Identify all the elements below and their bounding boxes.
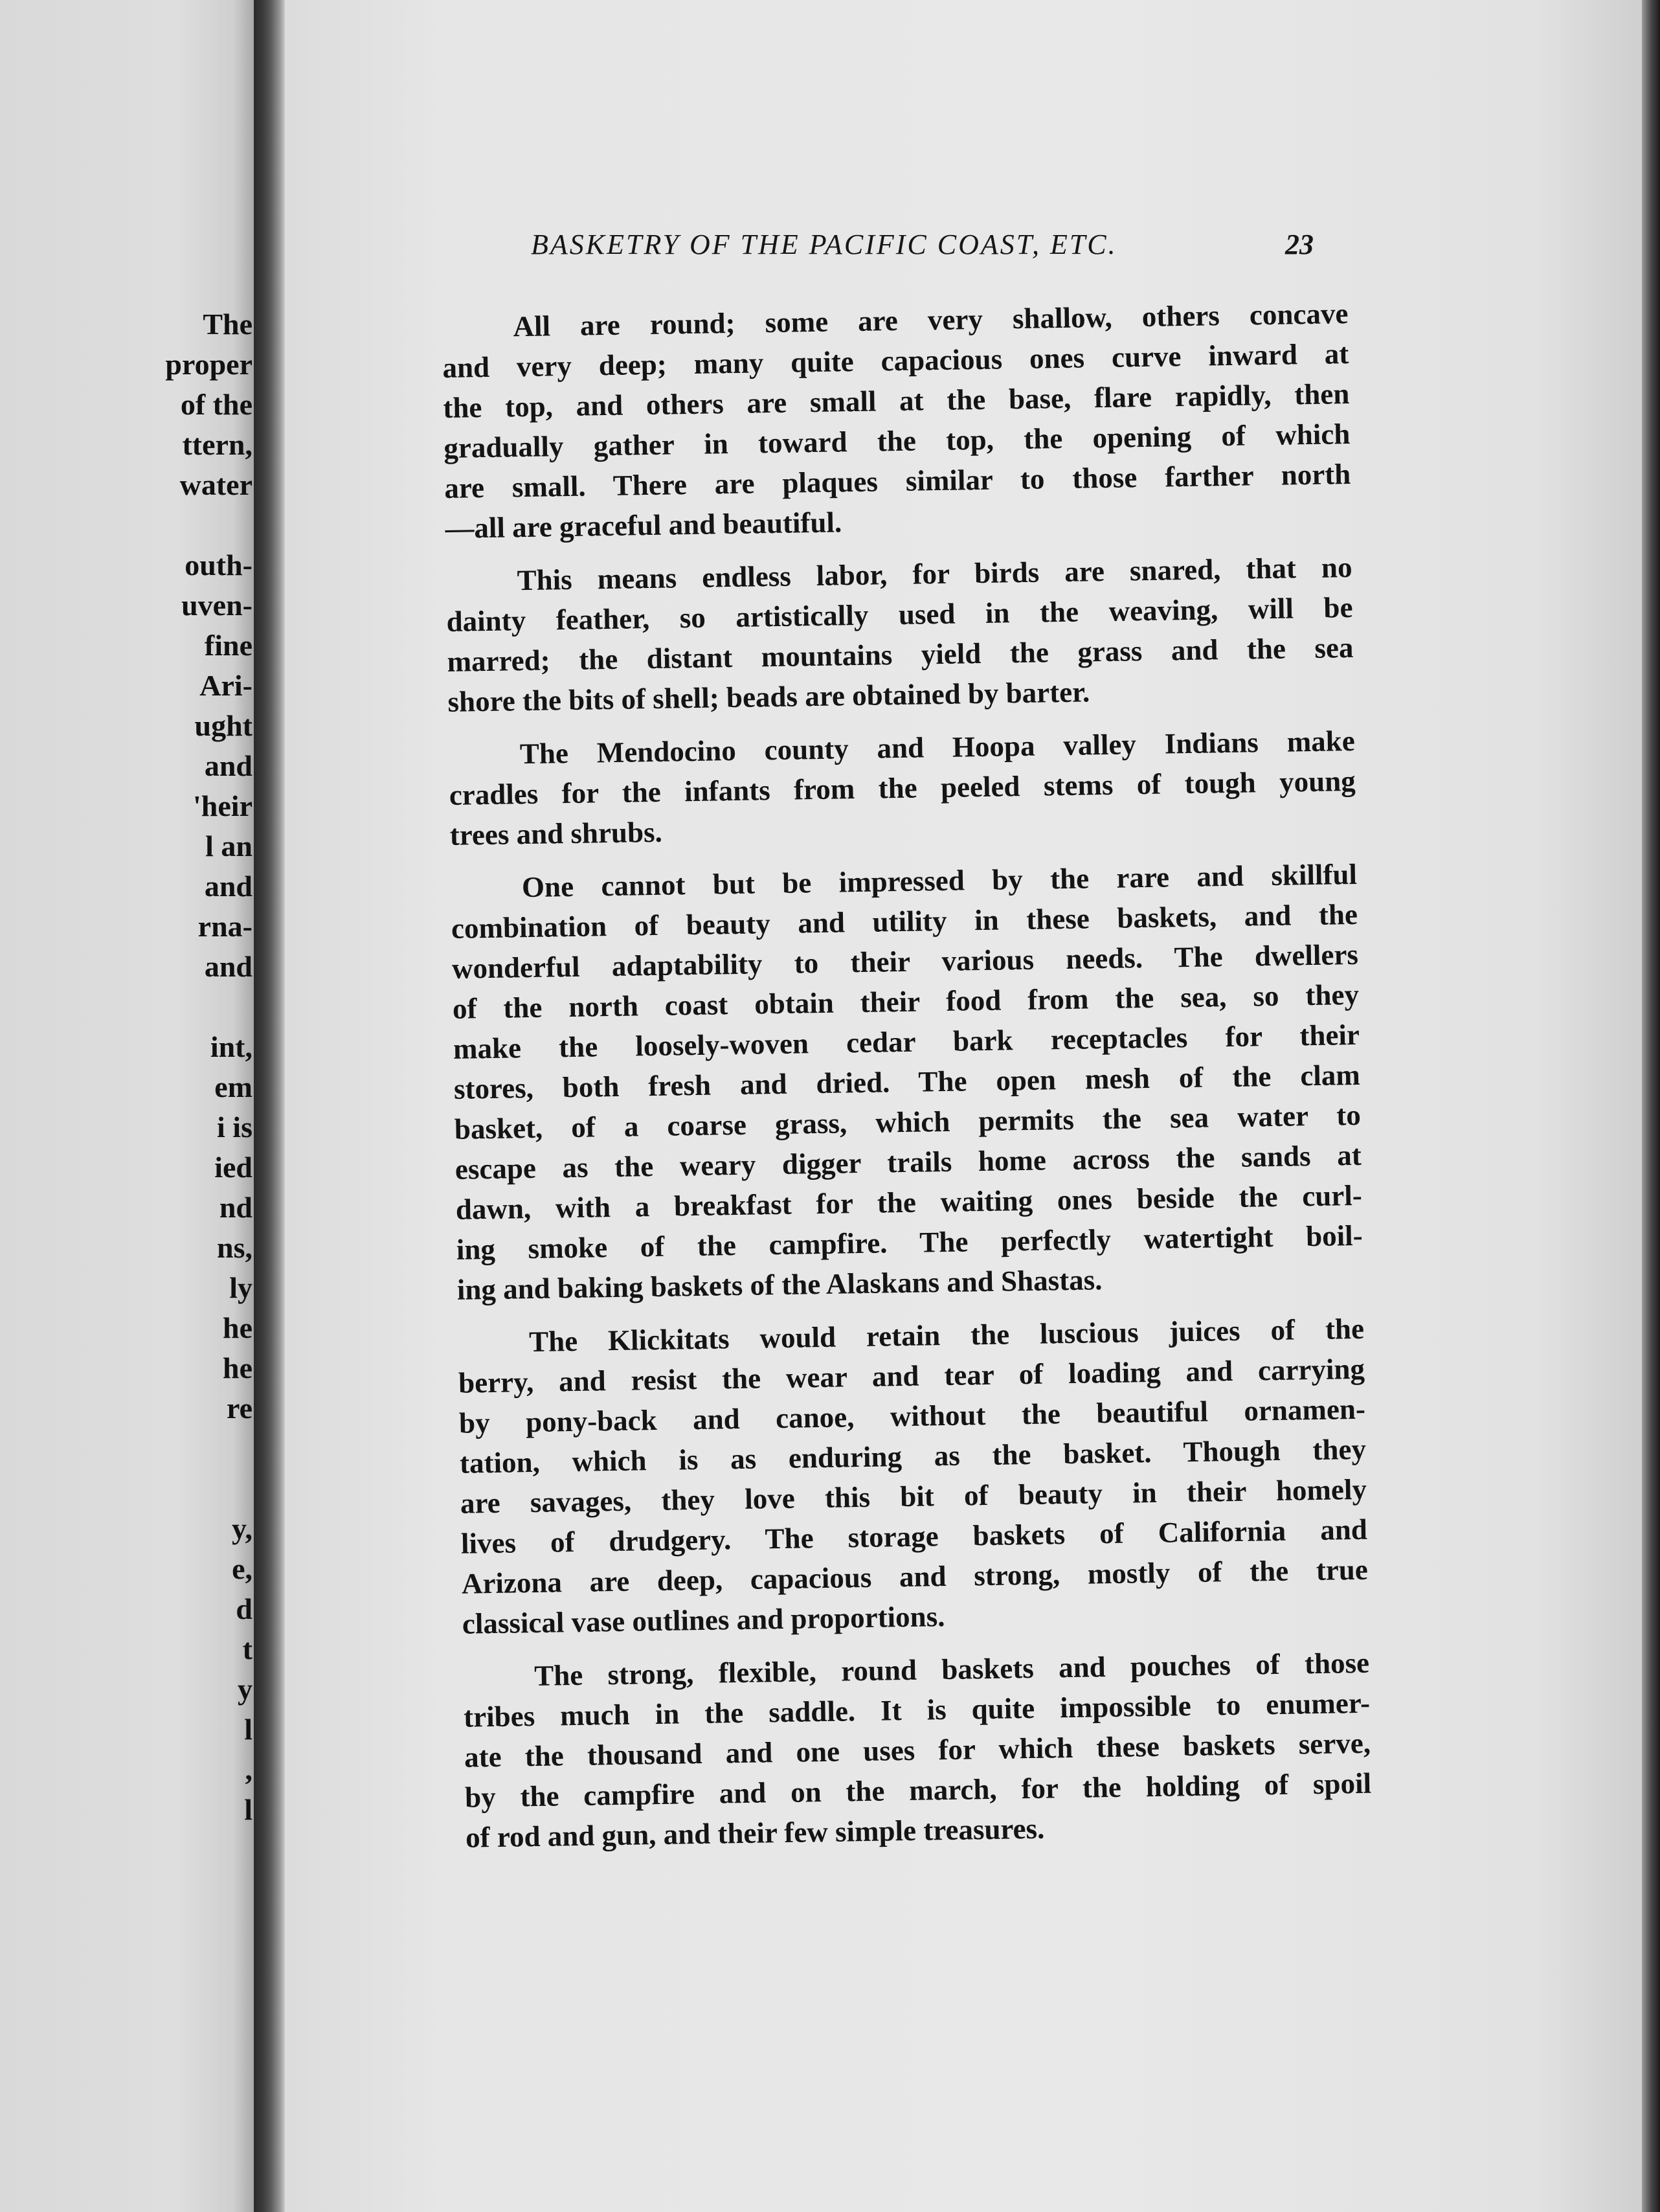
left-page-fragment-line: d <box>236 1592 252 1625</box>
text-line: marred; the distant mountains yield the grass and the sea <box>447 631 1354 678</box>
text-line: —all are graceful and beautiful. <box>444 506 842 545</box>
text-line: classical vase outlines and proportions. <box>462 1600 945 1640</box>
text-line: escape as the weary digger trails home across the sands at <box>454 1138 1362 1186</box>
left-page-fragment-line: y, <box>232 1512 252 1545</box>
text-line: One cannot but be impressed by the rare and skillful <box>521 857 1358 904</box>
text-line: wonderful adaptability to their various needs. The dwellers <box>451 938 1359 985</box>
left-page-fragment-line <box>123 1469 252 1509</box>
left-page-fragment-line: and <box>204 950 252 983</box>
left-page-fragment-line: ught <box>194 709 252 742</box>
paragraph <box>458 1309 1369 1644</box>
text-line: stores, both fresh and dried. The open mesh of the clam <box>453 1058 1361 1105</box>
page-edge <box>1642 0 1660 2212</box>
left-page-fragment-line: re <box>226 1392 252 1425</box>
paragraph <box>445 547 1354 722</box>
left-page-fragment-line: t <box>242 1632 252 1665</box>
left-page-fragment <box>0 0 254 2212</box>
text-line: ing and baking baskets of the Alaskans and Shastas. <box>456 1263 1103 1306</box>
text-line: The strong, flexible, round baskets and pouches of those <box>533 1646 1370 1693</box>
left-page-fragment-line: proper <box>165 348 252 381</box>
left-page-fragment-line: rna- <box>197 910 252 943</box>
left-page-fragment-line: ly <box>229 1271 252 1304</box>
left-page-fragment-line: fine <box>204 629 252 662</box>
text-line: by pony-back and canoe, without the beautiful ornamen- <box>458 1392 1366 1439</box>
text-line: ing smoke of the campfire. The perfectly watertight boil- <box>456 1219 1363 1266</box>
text-line: Arizona are deep, capacious and strong, mostly of the true <box>461 1553 1369 1600</box>
paragraph <box>448 721 1356 855</box>
left-page-fragment-line: he <box>223 1351 252 1384</box>
left-page-fragment-line: nd <box>219 1191 252 1224</box>
left-page-fragment-line: The <box>203 308 252 341</box>
text-line: are small. There are plaques similar to those farther north <box>443 457 1351 504</box>
left-page-fragment-line: and <box>204 870 252 903</box>
book-gutter <box>254 0 285 2212</box>
left-page-fragment-line: l <box>244 1793 252 1826</box>
text-line: dainty feather, so artistically used in the weaving, will be <box>446 591 1353 638</box>
left-page-fragment-line: em <box>214 1070 252 1103</box>
text-line: shore the bits of shell; beads are obtained by barter. <box>447 675 1090 718</box>
text-line: The Klickitats would retain the luscious juices of the <box>528 1312 1365 1359</box>
page-number: 23 <box>1285 229 1314 260</box>
text-line: and very deep; many quite capacious ones curve inward at <box>442 337 1349 384</box>
left-page-fragment-line: ns, <box>217 1231 252 1264</box>
left-page-fragment-line: ttern, <box>182 428 252 461</box>
text-line: combination of beauty and utility in these baskets, and the <box>451 897 1358 945</box>
left-page-fragment-line: , <box>245 1753 252 1786</box>
text-line: gradually gather in toward the top, the opening of which <box>443 417 1351 464</box>
paragraph <box>463 1643 1373 1858</box>
left-page-fragment-line <box>123 505 252 545</box>
text-line: lives of drudgery. The storage baskets of California and <box>460 1513 1368 1560</box>
left-page-fragment-line: ied <box>214 1151 252 1184</box>
text-line: of the north coast obtain their food from the sea, so they <box>452 978 1360 1025</box>
text-line: berry, and resist the wear and tear of loading and carrying <box>458 1352 1365 1399</box>
text-line: cradles for the infants from the peeled stems of tough young <box>449 764 1356 811</box>
left-page-fragment-line: i is <box>217 1111 252 1144</box>
text-line: are savages, they love this bit of beauty in their homely <box>460 1473 1367 1520</box>
text-line: This means endless labor, for birds are snared, that no <box>517 550 1352 597</box>
text-line: by the campfire and on the march, for the holding of spoil <box>464 1766 1372 1814</box>
left-page-text-fragments <box>123 304 252 1830</box>
text-line: The Mendocino county and Hoopa valley Indians make <box>519 724 1356 771</box>
left-page-fragment-line: of the <box>180 388 252 421</box>
running-head: BASKETRY OF THE PACIFIC COAST, ETC. <box>531 229 1117 260</box>
left-page-fragment-line: and <box>204 749 252 782</box>
body-text <box>442 293 1373 1871</box>
left-page-fragment-line <box>123 987 252 1027</box>
paragraph <box>442 293 1352 548</box>
left-page-fragment-line: uven- <box>181 589 252 622</box>
paragraph <box>451 854 1364 1310</box>
text-line: of rod and gun, and their few simple treasures. <box>465 1812 1045 1854</box>
left-page-fragment-line: y <box>238 1673 252 1706</box>
text-line: trees and shrubs. <box>449 815 663 852</box>
left-page-fragment-line: outh- <box>185 548 252 581</box>
text-line: All are round; some are very shallow, others concave <box>513 297 1349 343</box>
text-line: the top, and others are small at the base, flare rapidly, then <box>443 377 1350 424</box>
left-page-fragment-line: Ari- <box>199 669 252 702</box>
text-line: ate the thousand and one uses for which these baskets serve, <box>464 1726 1371 1774</box>
left-page-fragment-line: l <box>244 1713 252 1746</box>
left-page-fragment-line: int, <box>210 1030 252 1063</box>
left-page-fragment-line: he <box>223 1311 252 1344</box>
text-line: tribes much in the saddle. It is quite impossible to enumer- <box>463 1686 1371 1733</box>
left-page-fragment-line: water <box>179 468 252 501</box>
text-line: tation, which is as enduring as the basket. Though they <box>459 1432 1367 1480</box>
left-page-fragment-line <box>123 1428 252 1469</box>
left-page-fragment-line: e, <box>232 1552 252 1585</box>
left-page-fragment-line: l an <box>205 830 252 863</box>
text-line: make the loosely-woven cedar bark receptacles for their <box>453 1018 1360 1065</box>
text-line: dawn, with a breakfast for the waiting ones beside the curl- <box>455 1179 1363 1226</box>
left-page-fragment-line: 'heir <box>193 789 252 822</box>
text-line: basket, of a coarse grass, which permits the sea water to <box>454 1098 1362 1146</box>
